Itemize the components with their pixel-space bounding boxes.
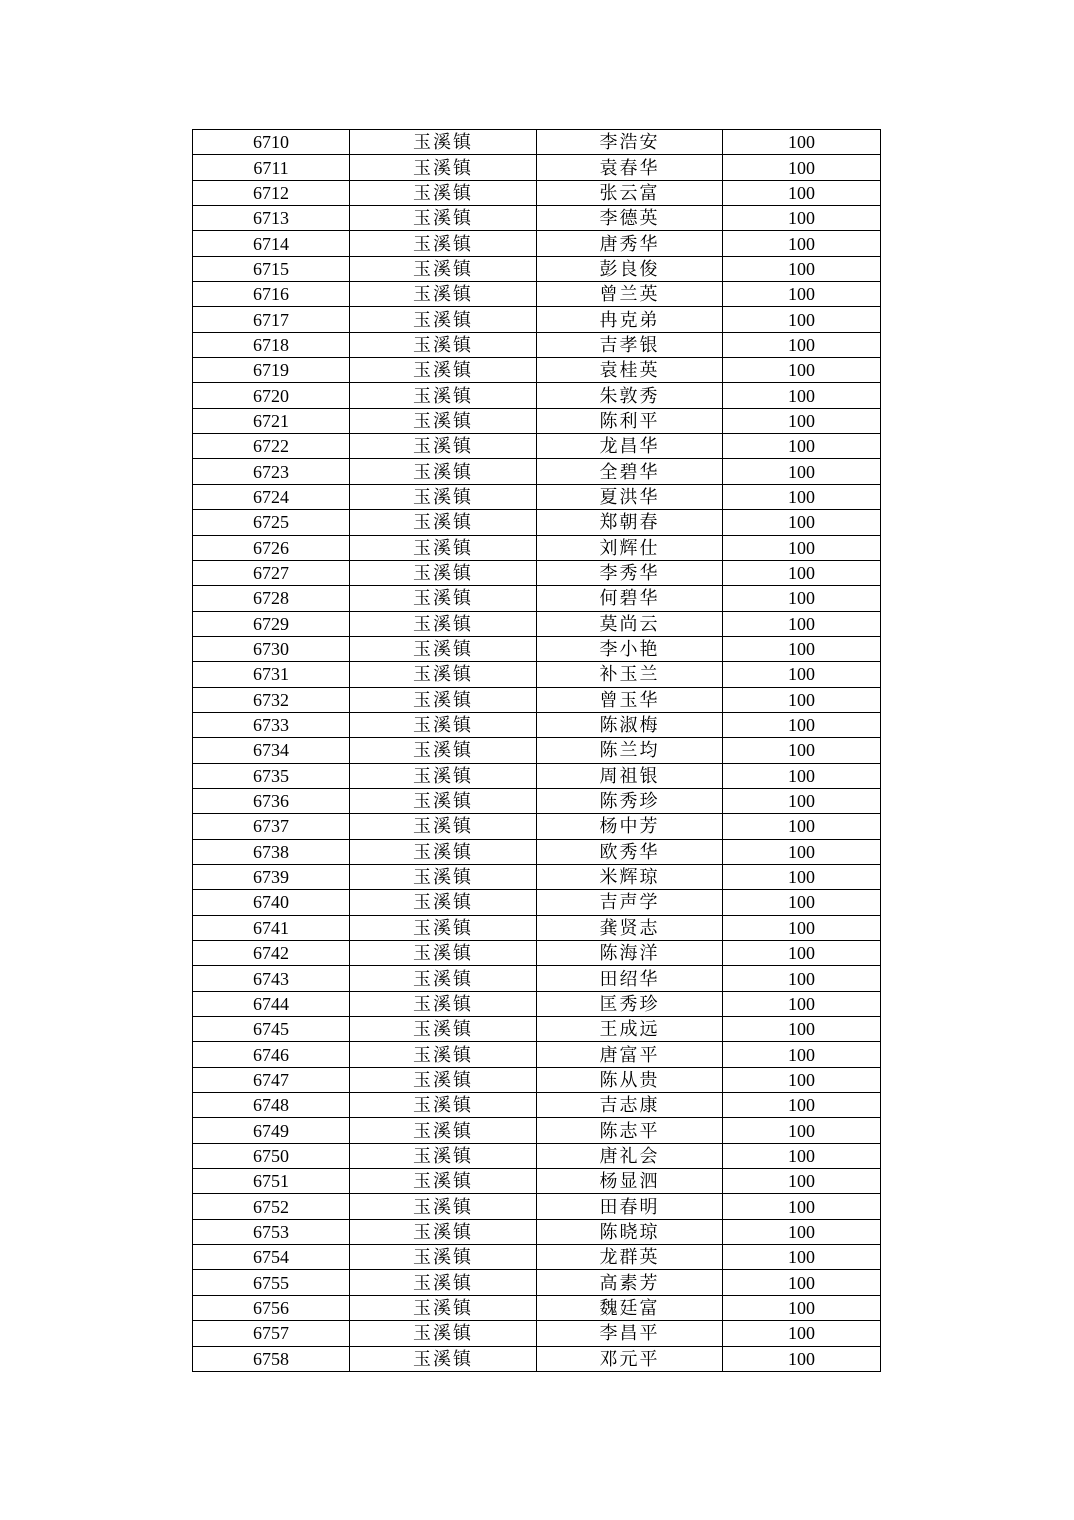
table-row [193, 1093, 881, 1118]
serial-number-cell: 6738 [193, 839, 350, 864]
amount-cell: 100 [723, 510, 881, 535]
table-row [193, 1219, 881, 1244]
amount-cell: 100 [723, 839, 881, 864]
town-cell: 玉溪镇 [350, 1017, 537, 1042]
person-name-cell: 王成远 [537, 1017, 723, 1042]
person-name-cell: 唐秀华 [537, 231, 723, 256]
serial-number-cell: 6715 [193, 256, 350, 281]
table-row [193, 890, 881, 915]
serial-number-cell: 6726 [193, 535, 350, 560]
serial-number-cell: 6754 [193, 1245, 350, 1270]
serial-number-cell: 6733 [193, 712, 350, 737]
table-row [193, 434, 881, 459]
amount-cell: 100 [723, 738, 881, 763]
town-cell: 玉溪镇 [350, 434, 537, 459]
table-row [193, 1067, 881, 1092]
amount-cell: 100 [723, 915, 881, 940]
serial-number-cell: 6758 [193, 1346, 350, 1371]
amount-cell: 100 [723, 180, 881, 205]
table-row [193, 1169, 881, 1194]
person-name-cell: 张云富 [537, 180, 723, 205]
table-row [193, 839, 881, 864]
person-name-cell: 唐富平 [537, 1042, 723, 1067]
serial-number-cell: 6729 [193, 611, 350, 636]
amount-cell: 100 [723, 282, 881, 307]
person-name-cell: 李德英 [537, 206, 723, 231]
town-cell: 玉溪镇 [350, 332, 537, 357]
person-name-cell: 朱敦秀 [537, 383, 723, 408]
town-cell: 玉溪镇 [350, 662, 537, 687]
table-row [193, 966, 881, 991]
town-cell: 玉溪镇 [350, 560, 537, 585]
amount-cell: 100 [723, 383, 881, 408]
amount-cell: 100 [723, 687, 881, 712]
town-cell: 玉溪镇 [350, 915, 537, 940]
amount-cell: 100 [723, 1219, 881, 1244]
amount-cell: 100 [723, 1270, 881, 1295]
table-row [193, 763, 881, 788]
serial-number-cell: 6730 [193, 636, 350, 661]
serial-number-cell: 6719 [193, 358, 350, 383]
town-cell: 玉溪镇 [350, 155, 537, 180]
table-row [193, 180, 881, 205]
serial-number-cell: 6711 [193, 155, 350, 180]
town-cell: 玉溪镇 [350, 1042, 537, 1067]
serial-number-cell: 6753 [193, 1219, 350, 1244]
person-name-cell: 何碧华 [537, 586, 723, 611]
amount-cell: 100 [723, 636, 881, 661]
town-cell: 玉溪镇 [350, 738, 537, 763]
town-cell: 玉溪镇 [350, 1346, 537, 1371]
amount-cell: 100 [723, 231, 881, 256]
person-name-cell: 袁春华 [537, 155, 723, 180]
amount-cell: 100 [723, 434, 881, 459]
town-cell: 玉溪镇 [350, 1194, 537, 1219]
person-name-cell: 陈晓琼 [537, 1219, 723, 1244]
person-name-cell: 邓元平 [537, 1346, 723, 1371]
amount-cell: 100 [723, 1346, 881, 1371]
amount-cell: 100 [723, 941, 881, 966]
table-row [193, 586, 881, 611]
amount-cell: 100 [723, 1169, 881, 1194]
town-cell: 玉溪镇 [350, 864, 537, 889]
person-name-cell: 吉志康 [537, 1093, 723, 1118]
serial-number-cell: 6743 [193, 966, 350, 991]
person-name-cell: 吉孝银 [537, 332, 723, 357]
town-cell: 玉溪镇 [350, 636, 537, 661]
town-cell: 玉溪镇 [350, 687, 537, 712]
person-name-cell: 田绍华 [537, 966, 723, 991]
table-row [193, 1270, 881, 1295]
person-name-cell: 陈利平 [537, 408, 723, 433]
serial-number-cell: 6745 [193, 1017, 350, 1042]
person-name-cell: 陈淑梅 [537, 712, 723, 737]
subsidy-table [192, 129, 881, 1372]
town-cell: 玉溪镇 [350, 535, 537, 560]
person-name-cell: 陈志平 [537, 1118, 723, 1143]
table-row [193, 814, 881, 839]
person-name-cell: 陈从贵 [537, 1067, 723, 1092]
town-cell: 玉溪镇 [350, 1118, 537, 1143]
person-name-cell: 李浩安 [537, 130, 723, 155]
town-cell: 玉溪镇 [350, 941, 537, 966]
amount-cell: 100 [723, 1295, 881, 1320]
table-row [193, 535, 881, 560]
amount-cell: 100 [723, 1194, 881, 1219]
amount-cell: 100 [723, 712, 881, 737]
town-cell: 玉溪镇 [350, 282, 537, 307]
amount-cell: 100 [723, 1143, 881, 1168]
town-cell: 玉溪镇 [350, 1093, 537, 1118]
person-name-cell: 米辉琼 [537, 864, 723, 889]
amount-cell: 100 [723, 155, 881, 180]
person-name-cell: 夏洪华 [537, 484, 723, 509]
table-row [193, 459, 881, 484]
amount-cell: 100 [723, 586, 881, 611]
town-cell: 玉溪镇 [350, 1219, 537, 1244]
amount-cell: 100 [723, 535, 881, 560]
serial-number-cell: 6736 [193, 788, 350, 813]
serial-number-cell: 6732 [193, 687, 350, 712]
person-name-cell: 冉克弟 [537, 307, 723, 332]
serial-number-cell: 6740 [193, 890, 350, 915]
person-name-cell: 高素芳 [537, 1270, 723, 1295]
serial-number-cell: 6720 [193, 383, 350, 408]
serial-number-cell: 6712 [193, 180, 350, 205]
table-body [193, 130, 881, 1372]
amount-cell: 100 [723, 484, 881, 509]
town-cell: 玉溪镇 [350, 1143, 537, 1168]
amount-cell: 100 [723, 611, 881, 636]
town-cell: 玉溪镇 [350, 307, 537, 332]
person-name-cell: 唐礼会 [537, 1143, 723, 1168]
town-cell: 玉溪镇 [350, 814, 537, 839]
amount-cell: 100 [723, 991, 881, 1016]
town-cell: 玉溪镇 [350, 763, 537, 788]
table-row [193, 636, 881, 661]
table-row [193, 915, 881, 940]
table-row [193, 231, 881, 256]
serial-number-cell: 6713 [193, 206, 350, 231]
town-cell: 玉溪镇 [350, 611, 537, 636]
person-name-cell: 陈秀珍 [537, 788, 723, 813]
person-name-cell: 补玉兰 [537, 662, 723, 687]
town-cell: 玉溪镇 [350, 180, 537, 205]
serial-number-cell: 6734 [193, 738, 350, 763]
person-name-cell: 陈海洋 [537, 941, 723, 966]
serial-number-cell: 6716 [193, 282, 350, 307]
table-row [193, 560, 881, 585]
serial-number-cell: 6747 [193, 1067, 350, 1092]
town-cell: 玉溪镇 [350, 408, 537, 433]
person-name-cell: 周祖银 [537, 763, 723, 788]
town-cell: 玉溪镇 [350, 1245, 537, 1270]
amount-cell: 100 [723, 408, 881, 433]
serial-number-cell: 6723 [193, 459, 350, 484]
town-cell: 玉溪镇 [350, 712, 537, 737]
person-name-cell: 陈兰均 [537, 738, 723, 763]
town-cell: 玉溪镇 [350, 358, 537, 383]
person-name-cell: 曾玉华 [537, 687, 723, 712]
amount-cell: 100 [723, 864, 881, 889]
person-name-cell: 郑朝春 [537, 510, 723, 535]
town-cell: 玉溪镇 [350, 966, 537, 991]
person-name-cell: 匡秀珍 [537, 991, 723, 1016]
table-row [193, 788, 881, 813]
table-row [193, 1017, 881, 1042]
person-name-cell: 莫尚云 [537, 611, 723, 636]
amount-cell: 100 [723, 763, 881, 788]
town-cell: 玉溪镇 [350, 459, 537, 484]
table-row [193, 1245, 881, 1270]
table-row [193, 864, 881, 889]
amount-cell: 100 [723, 1245, 881, 1270]
table-row [193, 1118, 881, 1143]
serial-number-cell: 6750 [193, 1143, 350, 1168]
amount-cell: 100 [723, 1042, 881, 1067]
person-name-cell: 曾兰英 [537, 282, 723, 307]
table-row [193, 991, 881, 1016]
person-name-cell: 欧秀华 [537, 839, 723, 864]
amount-cell: 100 [723, 130, 881, 155]
table-row [193, 941, 881, 966]
amount-cell: 100 [723, 307, 881, 332]
amount-cell: 100 [723, 1093, 881, 1118]
person-name-cell: 袁桂英 [537, 358, 723, 383]
town-cell: 玉溪镇 [350, 130, 537, 155]
serial-number-cell: 6718 [193, 332, 350, 357]
serial-number-cell: 6751 [193, 1169, 350, 1194]
serial-number-cell: 6735 [193, 763, 350, 788]
serial-number-cell: 6748 [193, 1093, 350, 1118]
amount-cell: 100 [723, 560, 881, 585]
town-cell: 玉溪镇 [350, 1169, 537, 1194]
town-cell: 玉溪镇 [350, 484, 537, 509]
serial-number-cell: 6714 [193, 231, 350, 256]
table-row [193, 712, 881, 737]
table-row [193, 130, 881, 155]
table-row [193, 1346, 881, 1371]
serial-number-cell: 6721 [193, 408, 350, 433]
person-name-cell: 魏廷富 [537, 1295, 723, 1320]
amount-cell: 100 [723, 459, 881, 484]
table-row [193, 687, 881, 712]
person-name-cell: 吉声学 [537, 890, 723, 915]
town-cell: 玉溪镇 [350, 383, 537, 408]
town-cell: 玉溪镇 [350, 586, 537, 611]
table-row [193, 1194, 881, 1219]
town-cell: 玉溪镇 [350, 1295, 537, 1320]
serial-number-cell: 6737 [193, 814, 350, 839]
serial-number-cell: 6756 [193, 1295, 350, 1320]
table-row [193, 510, 881, 535]
amount-cell: 100 [723, 332, 881, 357]
serial-number-cell: 6755 [193, 1270, 350, 1295]
amount-cell: 100 [723, 1321, 881, 1346]
person-name-cell: 李昌平 [537, 1321, 723, 1346]
town-cell: 玉溪镇 [350, 991, 537, 1016]
person-name-cell: 李小艳 [537, 636, 723, 661]
table-row [193, 1143, 881, 1168]
amount-cell: 100 [723, 1118, 881, 1143]
town-cell: 玉溪镇 [350, 839, 537, 864]
town-cell: 玉溪镇 [350, 890, 537, 915]
table-row [193, 738, 881, 763]
table-row [193, 282, 881, 307]
person-name-cell: 田春明 [537, 1194, 723, 1219]
serial-number-cell: 6722 [193, 434, 350, 459]
person-name-cell: 杨显泗 [537, 1169, 723, 1194]
person-name-cell: 龙群英 [537, 1245, 723, 1270]
table-row [193, 358, 881, 383]
table-row [193, 1042, 881, 1067]
person-name-cell: 全碧华 [537, 459, 723, 484]
amount-cell: 100 [723, 814, 881, 839]
person-name-cell: 龙昌华 [537, 434, 723, 459]
table-row [193, 307, 881, 332]
amount-cell: 100 [723, 662, 881, 687]
serial-number-cell: 6717 [193, 307, 350, 332]
town-cell: 玉溪镇 [350, 231, 537, 256]
table-row [193, 206, 881, 231]
amount-cell: 100 [723, 358, 881, 383]
serial-number-cell: 6744 [193, 991, 350, 1016]
serial-number-cell: 6741 [193, 915, 350, 940]
amount-cell: 100 [723, 788, 881, 813]
amount-cell: 100 [723, 256, 881, 281]
amount-cell: 100 [723, 1067, 881, 1092]
town-cell: 玉溪镇 [350, 256, 537, 281]
table-row [193, 408, 881, 433]
amount-cell: 100 [723, 206, 881, 231]
table-row [193, 332, 881, 357]
town-cell: 玉溪镇 [350, 510, 537, 535]
town-cell: 玉溪镇 [350, 1067, 537, 1092]
person-name-cell: 彭良俊 [537, 256, 723, 281]
town-cell: 玉溪镇 [350, 1270, 537, 1295]
amount-cell: 100 [723, 1017, 881, 1042]
amount-cell: 100 [723, 966, 881, 991]
serial-number-cell: 6757 [193, 1321, 350, 1346]
serial-number-cell: 6725 [193, 510, 350, 535]
serial-number-cell: 6728 [193, 586, 350, 611]
table-row [193, 155, 881, 180]
town-cell: 玉溪镇 [350, 206, 537, 231]
town-cell: 玉溪镇 [350, 788, 537, 813]
person-name-cell: 刘辉仕 [537, 535, 723, 560]
person-name-cell: 杨中芳 [537, 814, 723, 839]
person-name-cell: 李秀华 [537, 560, 723, 585]
amount-cell: 100 [723, 890, 881, 915]
serial-number-cell: 6742 [193, 941, 350, 966]
serial-number-cell: 6746 [193, 1042, 350, 1067]
serial-number-cell: 6731 [193, 662, 350, 687]
serial-number-cell: 6739 [193, 864, 350, 889]
person-name-cell: 龚贤志 [537, 915, 723, 940]
serial-number-cell: 6752 [193, 1194, 350, 1219]
table-row [193, 611, 881, 636]
table-row [193, 256, 881, 281]
town-cell: 玉溪镇 [350, 1321, 537, 1346]
table-row [193, 1321, 881, 1346]
serial-number-cell: 6724 [193, 484, 350, 509]
table-row [193, 383, 881, 408]
table-row [193, 484, 881, 509]
serial-number-cell: 6727 [193, 560, 350, 585]
table-row [193, 662, 881, 687]
table-row [193, 1295, 881, 1320]
serial-number-cell: 6749 [193, 1118, 350, 1143]
serial-number-cell: 6710 [193, 130, 350, 155]
